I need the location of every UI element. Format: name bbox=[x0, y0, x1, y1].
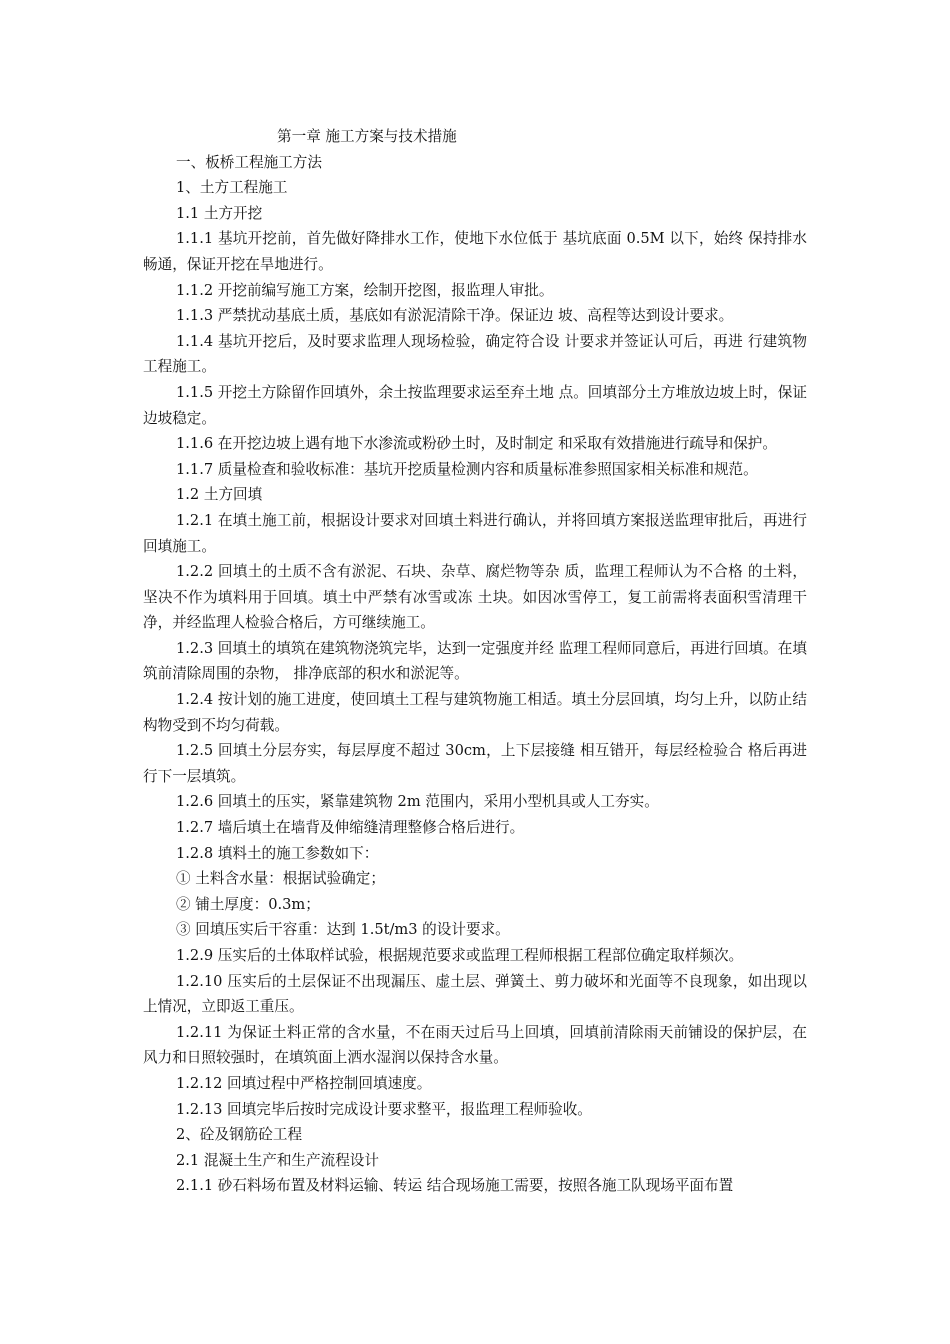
paragraph: 1.1.7 质量检查和验收标准：基坑开挖质量检测内容和质量标准参照国家相关标准和规范。 bbox=[176, 460, 758, 478]
chapter-title: 第一章 施工方案与技术措施 bbox=[277, 128, 457, 145]
document-page bbox=[143, 124, 807, 1199]
paragraph: 1.2.12 回填过程中严格控制回填速度。 bbox=[176, 1074, 432, 1092]
subsection-heading: 2.1 混凝土生产和生产流程设计 bbox=[176, 1151, 379, 1169]
paragraph: 1.1.5 开挖土方除留作回填外，余土按监理要求运至弃土地 点。回填部分土方堆放边坡上时，保证边坡稳定。 bbox=[143, 383, 807, 427]
subsection-heading: 1.1 土方开挖 bbox=[176, 204, 263, 222]
paragraph: 1.2.5 回填土分层夯实，每层厚度不超过 30cm，上下层接缝 相互错开，每层经检验合 格后再进行下一层填筑。 bbox=[143, 742, 807, 785]
paragraph: 1.1.6 在开挖边坡上遇有地下水渗流或粉砂土时，及时制定 和采取有效措施进行疏导和保护。 bbox=[176, 435, 777, 453]
subsection-heading: 1.2 土方回填 bbox=[176, 486, 263, 504]
paragraph: 1.2.7 墙后填土在墙背及伸缩缝清理整修合格后进行。 bbox=[176, 819, 525, 837]
paragraph: 2.1.1 砂石料场布置及材料运输、转运 结合现场施工需要，按照各施工队现场平面布置 bbox=[176, 1177, 734, 1195]
paragraph: 1.2.9 压实后的土体取样试验，根据规范要求或监理工程师根据工程部位确定取样频次。 bbox=[176, 947, 744, 964]
paragraph: 1.2.8 填料土的施工参数如下： bbox=[176, 844, 379, 862]
list-item: ③ 回填压实后干容重：达到 1.5t/m3 的设计要求。 bbox=[176, 921, 510, 939]
paragraph: 1.1.4 基坑开挖后，及时要求监理人现场检验，确定符合设 计要求并签证认可后，再进 行建筑物工程施工。 bbox=[143, 332, 807, 376]
list-item: ① 土料含水量：根据试验确定； bbox=[176, 870, 385, 888]
section-heading: 2、砼及钢筋砼工程 bbox=[176, 1126, 303, 1144]
paragraph: 1.1.3 严禁扰动基底土质，基底如有淤泥清除干净。保证边 坡、高程等达到设计要求。 bbox=[176, 307, 734, 325]
paragraph: 1.1.2 开挖前编写施工方案，绘制开挖图，报监理人审批。 bbox=[176, 281, 554, 299]
subsection-heading: 1、土方工程施工 bbox=[176, 179, 288, 197]
paragraph: 1.2.6 回填土的压实，紧靠建筑物 2m 范围内，采用小型机具或人工夯实。 bbox=[176, 793, 659, 811]
paragraph: 1.2.3 回填土的填筑在建筑物浇筑完毕，达到一定强度并经 监理工程师同意后，再进行回填。在填筑前清除周围的杂物， 排净底部的积水和淤泥等。 bbox=[143, 639, 807, 683]
list-item: ② 铺土厚度：0.3m； bbox=[176, 895, 320, 913]
paragraph: 1.2.1 在填土施工前，根据设计要求对回填土料进行确认，并将回填方案报送监理审批后，再进行回填施工。 bbox=[143, 511, 807, 555]
paragraph: 1.2.13 回填完毕后按时完成设计要求整平，报监理工程师验收。 bbox=[176, 1100, 592, 1118]
paragraph: 1.2.4 按计划的施工进度，使回填土工程与建筑物施工相适。填土分层回填，均匀上升，以防止结构物受到不均匀荷载。 bbox=[143, 691, 807, 734]
paragraph: 1.2.11 为保证土料正常的含水量，不在雨天过后马上回填，回填前清除雨天前铺设的保护层，在风力和日照较强时，在填筑面上洒水湿润以保持含水量。 bbox=[143, 1023, 807, 1067]
paragraph: 1.2.2 回填土的土质不含有淤泥、石块、杂草、腐烂物等杂 质，监理工程师认为不合格 的土料，坚决不作为填料用于回填。填土中严禁有冰雪或冻 土块。如因冰雪停工，复工前需将表面积雪清理干净，并经监理人检验合格后，方可继续施工。 bbox=[143, 563, 807, 632]
paragraph: 1.2.10 压实后的土层保证不出现漏压、虚土层、弹簧土、剪力破坏和光面等不良现象，如出现以上情况，立即返工重压。 bbox=[143, 972, 807, 1016]
section-heading: 一、板桥工程施工方法 bbox=[176, 153, 322, 171]
paragraph: 1.1.1 基坑开挖前，首先做好降排水工作，使地下水位低于 基坑底面 0.5M 以下，始终 保持排水畅通，保证开挖在旱地进行。 bbox=[143, 230, 807, 273]
